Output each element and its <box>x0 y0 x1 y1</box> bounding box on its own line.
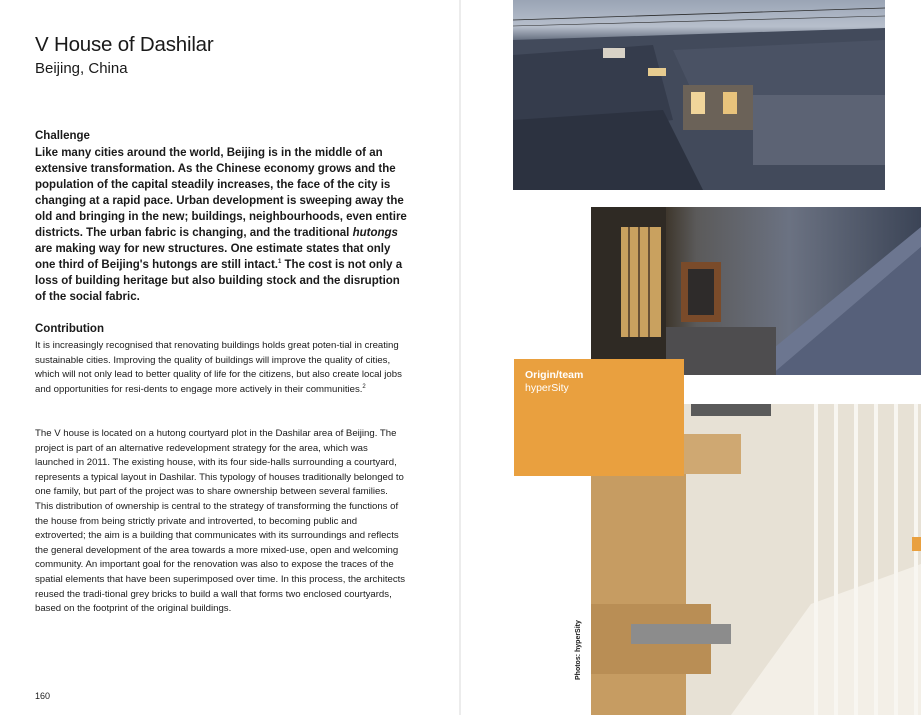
contribution-paragraph <box>35 339 405 397</box>
origin-team-box <box>514 359 684 476</box>
footnote-2: 2 <box>362 383 366 390</box>
vhouse-paragraph: The V house is located on a hutong courtyard plot in the Dashilar area of Beijing. The project is part of an alternative redevelopment strategy for the area, which was launched in 2011. The existing house, with its four side-halls surrounding a courtyard, represents a typical layout in Dashilar. This typology of houses traditionally belonged to one family, but part of the project was to share ownership between several families. This distribution of ownership is central to the strategy of transforming the functions of the house from being strictly private and introverted, to becoming public and extroverted; the aim is a building that communicates with its surroundings and reflects the general development of the area towards a more mixed-use, open and welcoming community. An important goal for the renovation was also to expose the traces of the spatial elements that have been superimposed over time. In this process, the architects reused the tradi-tional grey bricks to build a wall that forms two enclosed courtyards, based on the footprint of the original buildings. <box>35 428 406 615</box>
left-page <box>0 0 460 715</box>
stairs-illustration <box>591 207 921 375</box>
origin-value: hyperSity <box>525 382 569 394</box>
challenge-italic-term: hutongs <box>352 227 398 239</box>
edge-tab-marker <box>912 537 921 551</box>
challenge-text-2: are making way for new structures. One estimate states that only one third of Beijing's hutongs are still intact. <box>35 243 391 271</box>
challenge-text-1: Like many cities around the world, Beijing is in the middle of an extensive transformation. As the Chinese economy grows and the population of the capital steadily increases, the face of the city is changing at a rapid pace. Urban development is sweeping away the old and bringing in the new; buildings, neighbourhoods, even entire districts. The urban fabric is changing, and the traditional <box>35 147 407 239</box>
photo-credit: Photos: hyperSity <box>575 620 582 680</box>
footnote-1: 1 <box>277 259 282 266</box>
challenge-heading: Challenge <box>35 130 90 142</box>
origin-label: Origin/team <box>525 369 584 381</box>
challenge-text-3: The cost is not only a loss of building heritage but also building stock and the disruption of the social fabric. <box>35 259 403 303</box>
contribution-text: It is increasingly recognised that renovating buildings holds great poten-tial in creating sustainable cities. Improving the quality of buildings will improve the quality of cities, which will not only lead to better quality of life for the citizens, but also create local jobs and opportunities for resi-dents to engage more actively in their communities. <box>35 340 402 395</box>
page-number: 160 <box>35 691 51 701</box>
hutong-rooftops-photo <box>513 0 885 190</box>
courtyard-stairs-photo <box>591 207 921 375</box>
page-subtitle: Beijing, China <box>35 60 128 77</box>
rooftops-illustration <box>513 0 885 190</box>
contribution-heading: Contribution <box>35 323 104 335</box>
challenge-paragraph <box>35 145 413 305</box>
page-title: V House of Dashilar <box>35 33 214 56</box>
page-gutter <box>459 0 461 715</box>
